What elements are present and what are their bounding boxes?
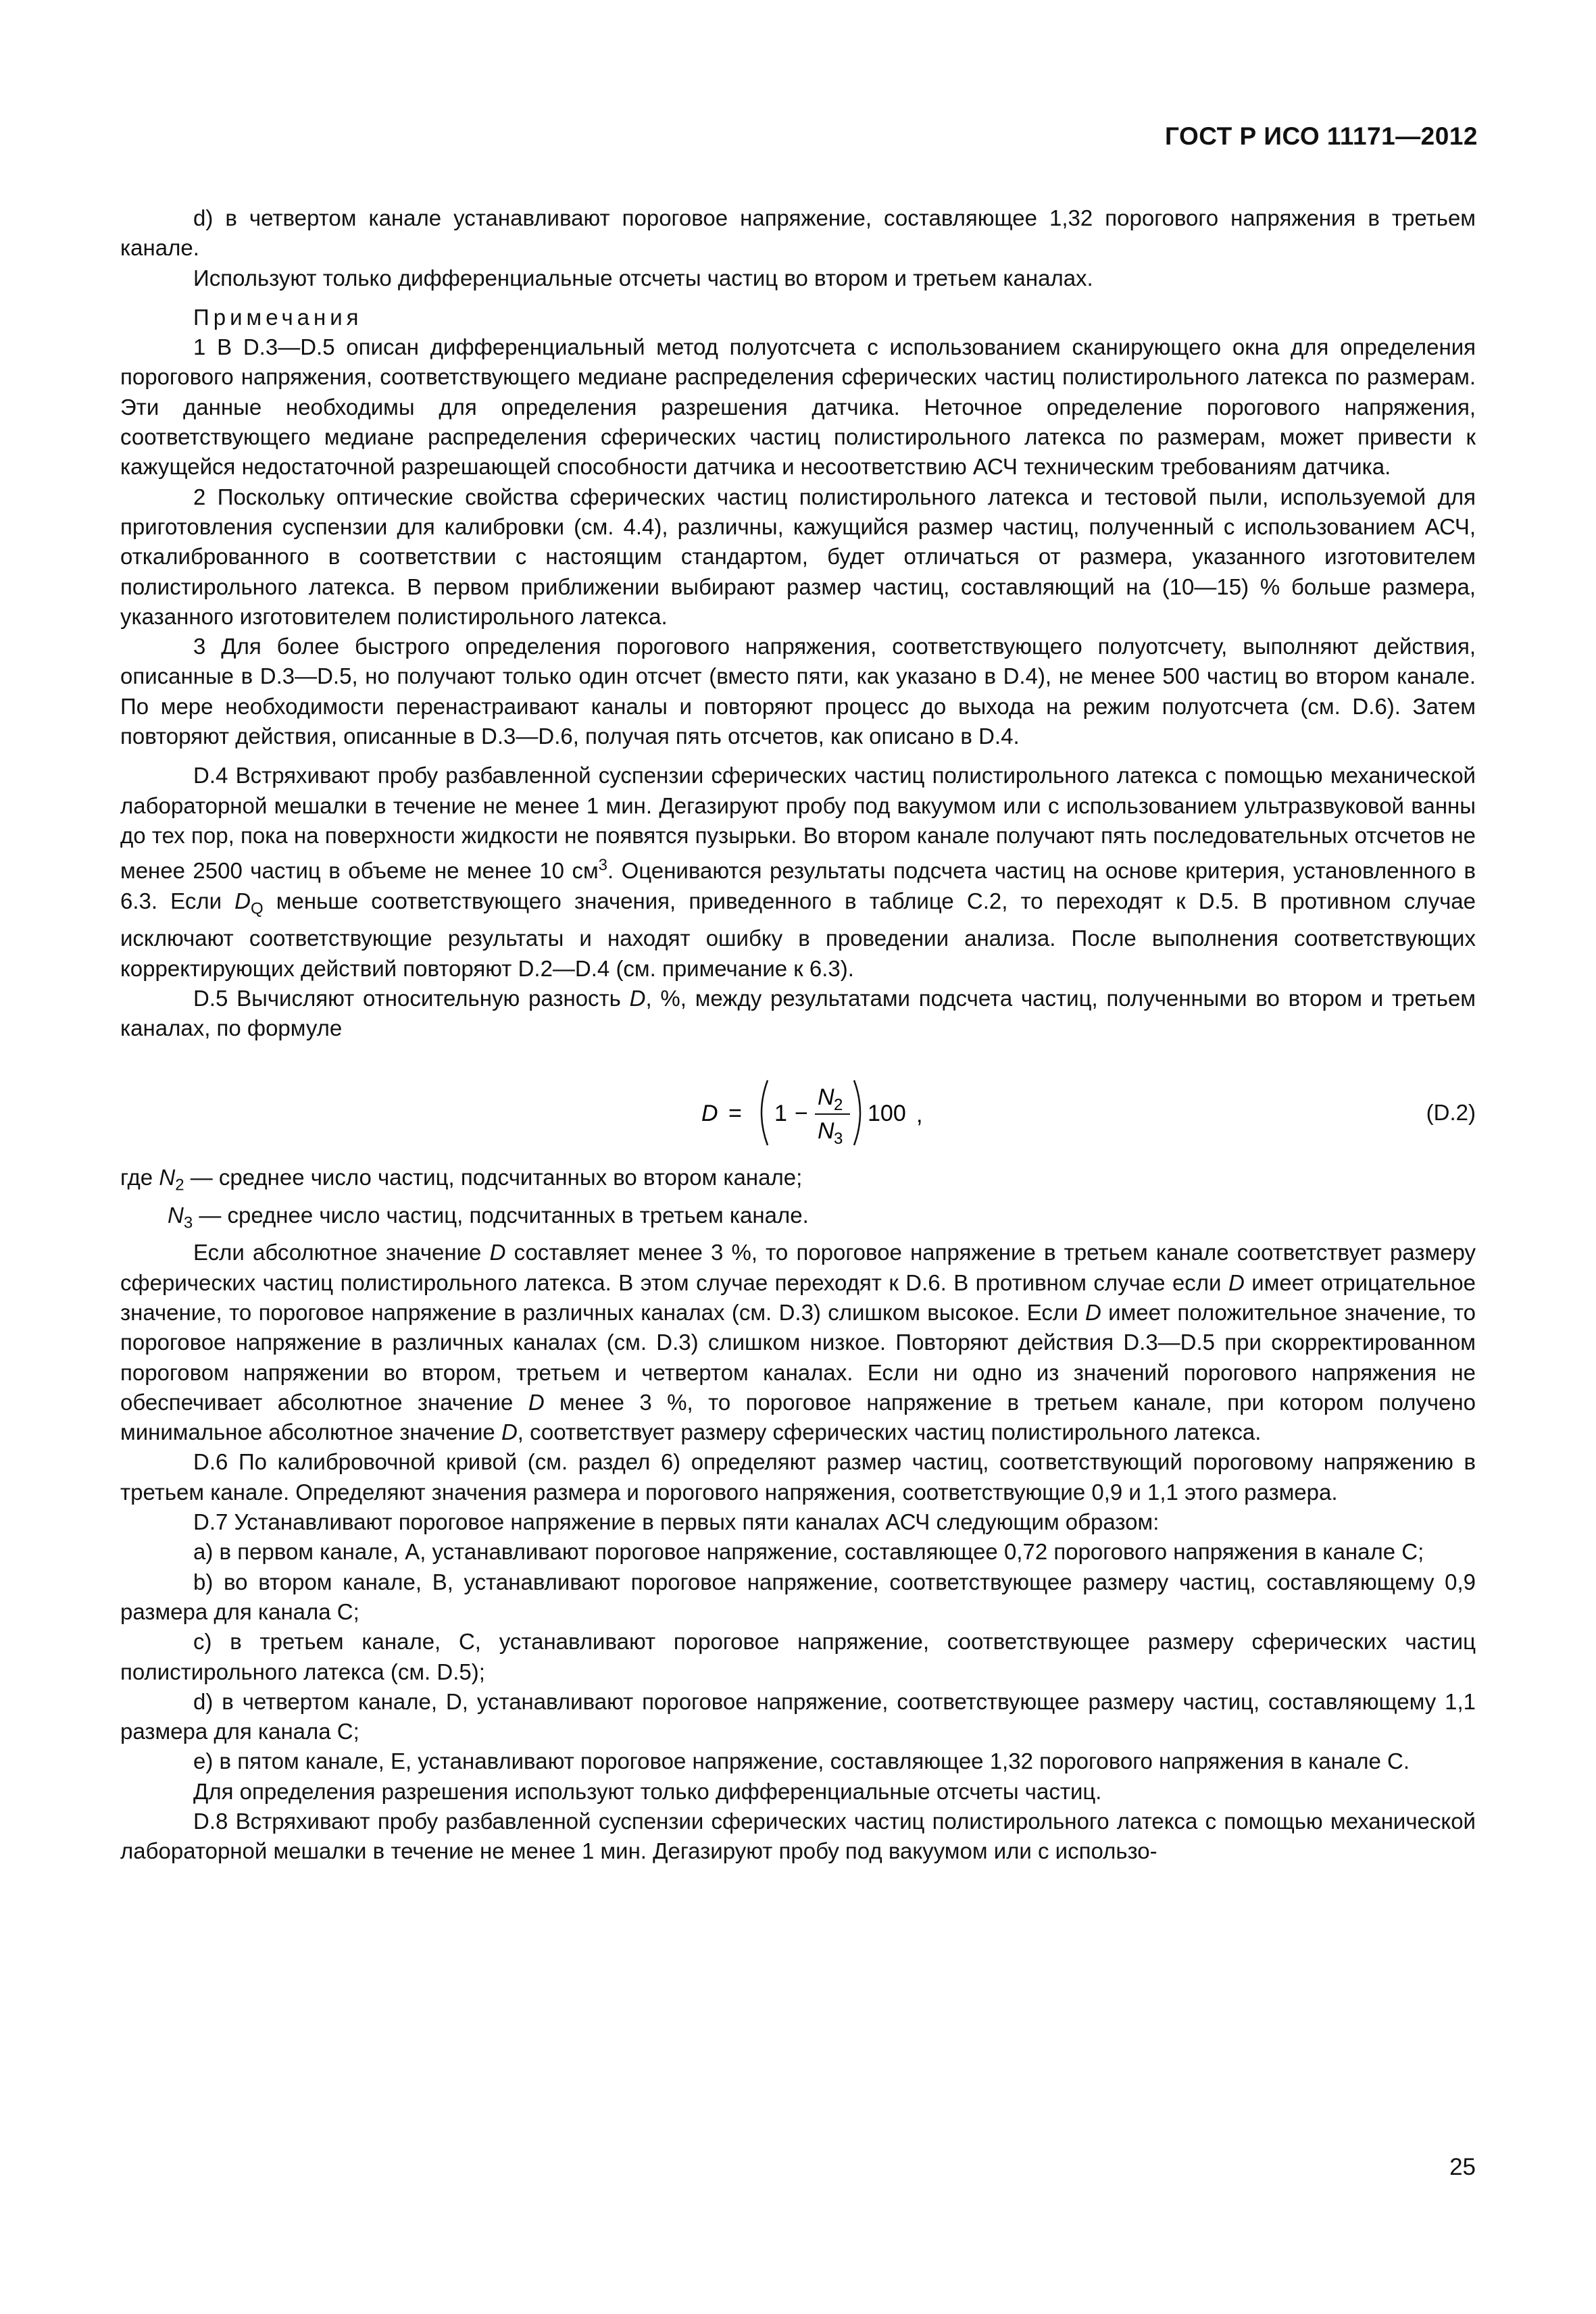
list-item-d7-e: e) в пятом канале, Е, устанавливают пороговое напряжение, составляющее 1,32 порогового напряжения в канале С. bbox=[193, 1749, 1410, 1774]
formula-number: (D.2) bbox=[1426, 1099, 1476, 1125]
note-2: 2 Поскольку оптические свойства сферических частиц полистирольного латекса и тестовой пыли, используемой для приготовления суспензии для калибровки (см. 4.4), различны, кажущийся размер частиц, полученный с использованием АСЧ, откалиброванного в соответствии с настоящим стандартом, будет отличаться от размера, указанного изготовителем полистирольного латекса. В первом приближении выбирают размер частиц, составляющий на (10—15) % больше размера, указанного изготовителем полистирольного латекса. bbox=[120, 484, 1476, 629]
abs-text-5: менее 3 %, то пороговое напряжение в третьем канале, при котором получено минимальное абсолютное значение bbox=[120, 1389, 1476, 1445]
formula-svg bbox=[701, 1068, 985, 1157]
abs-var-3: D bbox=[1084, 1299, 1101, 1325]
note-1: 1 В D.3—D.5 описан дифференциальный метод полуотсчета с использованием сканирующего окна для определения порогового напряжения, соответствующего медиане распределения сферических частиц полистирольного латекса по размерам. Эти данные необходимы для определения разрешения датчика. Неточное определение порогового напряжения, соответствующего медиане распределения сферических частиц полистирольного латекса по размерам, может привести к кажущейся недостаточной разрешающей способности датчика и несоответствию АСЧ техническим требованиям датчика. bbox=[120, 334, 1476, 480]
d4-text-part-1: D.4 Встряхивают пробу разбавленной суспензии сферических частиц полистирольного латекса с помощью механической лабораторной мешалки в течение не менее 1 мин. Дегазируют пробу под вакуумом или с использованием ультразвуковой ванны до тех пор, пока на поверхности жидкости не появятся пузырьки. Во втором канале получают пять последовательных отсчетов не менее 2500 частиц в объеме не менее 10 см bbox=[120, 763, 1476, 884]
formula-equals: = bbox=[728, 1100, 742, 1126]
d5-text-part-2: , %, между результатами подсчета частиц, полученными во втором и третьем каналах, по формуле bbox=[120, 986, 1476, 1041]
where-var-n2: N bbox=[159, 1164, 176, 1190]
note-3: 3 Для более быстрого определения порогового напряжения, соответствующего полуотсчету, выполняют действия, описанные в D.3—D.5, но получают только один отсчет (вместо пяти, как указано в D.4), не менее 500 частиц во втором канале. По мере необходимости перенастраивают каналы и повторяют процесс до выхода на режим полуотсчета (см. D.6). Затем повторяют действия, описанные в D.3—D.6, получая пять отсчетов, как описано в D.4. bbox=[120, 634, 1476, 749]
formula-minus: − bbox=[795, 1100, 808, 1126]
abs-text-6: , соответствует размеру сферических частиц полистирольного латекса. bbox=[517, 1419, 1262, 1445]
paragraph-d8: D.8 Встряхивают пробу разбавленной суспензии сферических частиц полистирольного латекса с помощью механической лабораторной мешалки в течение не менее 1 мин. Дегазируют пробу под вакуумом или с использо- bbox=[120, 1809, 1476, 1864]
where-desc-n3: — среднее число частиц, подсчитанных в третьем канале. bbox=[193, 1202, 809, 1228]
paragraph-d5 bbox=[120, 984, 1476, 1044]
where-line-1 bbox=[120, 1163, 1476, 1201]
numerator-var: N bbox=[818, 1084, 834, 1110]
where-line-2 bbox=[120, 1201, 1476, 1238]
left-paren bbox=[762, 1080, 768, 1145]
where-var-n3: N bbox=[168, 1202, 184, 1228]
right-paren bbox=[854, 1080, 860, 1145]
list-item-d7-b: b) во втором канале, В, устанавливают пороговое напряжение, соответствующее размеру частиц, составляющему 0,9 размера для канала С; bbox=[120, 1569, 1476, 1624]
d4-dq-variable: D bbox=[234, 888, 251, 913]
abs-text-3: имеет отрицательное значение, то пороговое напряжение в различных каналах (см. D.3) слишком высокое. Если bbox=[120, 1269, 1476, 1325]
list-item-d7-d: d) в четвертом канале, D, устанавливают пороговое напряжение, соответствующее размеру частиц, составляющему 1,1 размера для канала С; bbox=[120, 1688, 1476, 1744]
numerator-sub: 2 bbox=[834, 1095, 843, 1114]
formula-d2 bbox=[120, 1068, 1476, 1157]
page-number: 25 bbox=[1449, 2154, 1476, 2180]
abs-var-5: D bbox=[501, 1419, 518, 1445]
where-word: где bbox=[120, 1164, 159, 1190]
d5-text-part-1: D.5 Вычисляют относительную разность bbox=[193, 986, 630, 1011]
paragraph-d-continued: d) в четвертом канале устанавливают пороговое напряжение, составляющее 1,32 порогового напряжения в третьем канале. bbox=[120, 205, 1476, 261]
paragraph-resolution: Для определения разрешения используют только дифференциальные отсчеты частиц. bbox=[193, 1778, 1102, 1804]
d4-text-part-2: . Оцениваются результаты подсчета частиц на основе критерия, установленного в 6.3. Если bbox=[120, 858, 1476, 913]
abs-var-4: D bbox=[528, 1389, 545, 1415]
page-body bbox=[120, 203, 1476, 1867]
paragraph-d6: D.6 По калибровочной кривой (см. раздел 6) определяют размер частиц, соответствующий пороговому напряжению в третьем канале. Определяют значения размера и порогового напряжения, соответствующие 0,9 и 1,1 этого размера. bbox=[120, 1449, 1476, 1505]
paragraph-absolute-value bbox=[120, 1238, 1476, 1447]
d4-superscript: 3 bbox=[598, 856, 608, 875]
where-sub-3: 3 bbox=[183, 1213, 193, 1232]
abs-text-4: имеет положительное значение, то пороговое напряжение в различных каналах (см. D.3) слишком низкое. Повторяют действия D.3—D.5 при скорректированном пороговом напряжении во втором, третьем и четвертом каналах. Если ни одно из значений порогового напряжения не обеспечивает абсолютное значение bbox=[120, 1299, 1476, 1415]
list-item-d7-c: c) в третьем канале, С, устанавливают пороговое напряжение, соответствующее размеру сферических частиц полистирольного латекса (см. D.5); bbox=[120, 1629, 1476, 1684]
paragraph-d4 bbox=[120, 761, 1476, 984]
formula-comma: , bbox=[916, 1101, 923, 1128]
standard-header: ГОСТ Р ИСО 11171—2012 bbox=[1165, 122, 1478, 150]
paragraph-use-differential: Используют только дифференциальные отсчеты частиц во втором и третьем каналах. bbox=[193, 265, 1093, 291]
d4-text-part-3: меньше соответствующего значения, приведенного в таблице С.2, то переходят к D.5. В противном случае исключают соответствующие результаты и находят ошибку в проведении анализа. После выполнения соответствующих корректирующих действий повторяют D.2—D.4 (см. примечание к 6.3). bbox=[120, 888, 1476, 981]
d5-variable: D bbox=[629, 986, 646, 1011]
formula-lhs: D bbox=[701, 1100, 718, 1126]
formula-factor: 100 bbox=[868, 1100, 906, 1126]
abs-var-1: D bbox=[489, 1240, 506, 1265]
paragraph-d7: D.7 Устанавливают пороговое напряжение в первых пяти каналах АСЧ следующим образом: bbox=[193, 1509, 1159, 1535]
denominator-var: N bbox=[818, 1117, 834, 1144]
where-sub-2: 2 bbox=[175, 1176, 184, 1194]
d4-dq-subscript: Q bbox=[251, 899, 264, 918]
formula-one: 1 bbox=[774, 1100, 787, 1126]
abs-text-1: Если абсолютное значение bbox=[193, 1240, 490, 1265]
where-desc-n2: — среднее число частиц, подсчитанных во втором канале; bbox=[184, 1164, 803, 1190]
list-item-d7-a: a) в первом канале, А, устанавливают пороговое напряжение, составляющее 0,72 порогового напряжения в канале С; bbox=[193, 1539, 1424, 1565]
denominator-sub: 3 bbox=[834, 1129, 843, 1148]
abs-text-2: составляет менее 3 %, то пороговое напряжение в третьем канале соответствует размеру сферических частиц полистирольного латекса. В этом случае переходят к D.6. В противном случае если bbox=[120, 1240, 1476, 1295]
abs-var-2: D bbox=[1228, 1269, 1245, 1295]
notes-title: Примечания bbox=[193, 304, 363, 330]
